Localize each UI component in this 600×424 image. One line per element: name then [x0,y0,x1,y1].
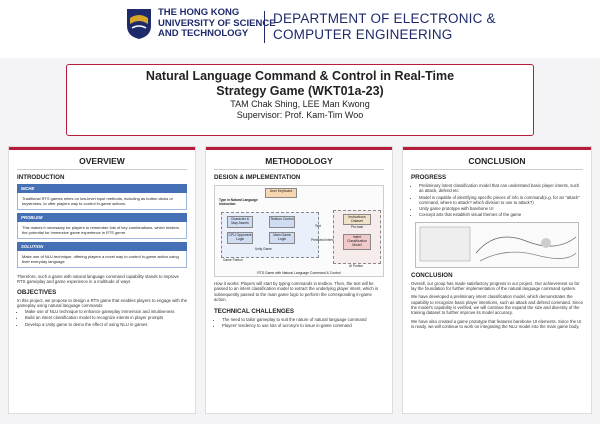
department-name [264,11,496,43]
ai-portion-label: AI Portion [349,264,363,268]
design-heading: DESIGN & IMPLEMENTATION [214,174,301,181]
how-it-works: How it works: Players will start by typing commands in textbox. Then, the text will be passed to an intent classification model to extract the underlying player intent, which is subsequently passed to the main game logic to perform the corresponding in-game action. [214,281,379,302]
title-line-1: Natural Language Command & Control in Real-Time [145,69,455,83]
cpu-logic-box: CPU Opponent Logic [227,232,253,244]
university-logo [126,8,276,40]
conclusion-subheading: CONCLUSION [411,271,453,279]
column-accent-bar [206,147,392,150]
list-item: • The need to tailor gameplay to suit the nature of natural language command [222,317,384,322]
list-item: • Players' tendency to use lots of acronym to issue in-game command [222,323,384,328]
main-logic-box: Main Game Logic [269,232,295,244]
text-arrow-label: Text [315,224,321,228]
supervisor: Supervisor: Prof. Kam-Tim Woo [236,110,364,120]
challenges-list [222,317,384,329]
overview-heading: OVERVIEW [17,156,187,170]
intent-model-box: Intent Classification Model [343,234,371,250]
department-line-2: COMPUTER ENGINEERING [273,27,453,42]
diagram-caption: RTS Game with Natural Language Command & Control [257,271,341,275]
list-item: • Develop a Unity game to demo the effect of using NLU in games [25,322,187,327]
solution-text: Make use of NLU technique, offering players a novel way to control in-game action using their everyday language [17,251,187,268]
title-box [66,64,534,136]
type-in-label: Type in Natural Language Instruction [219,198,258,206]
unity-label: Unity Game [255,247,272,251]
niche-text: Traditional RTS games relies on low-level input methods, including as button clicks or keystrokes, to offer players way to control in-game actions. [17,193,187,210]
architecture-diagram [214,185,384,277]
concept-art-image [415,222,579,268]
problem-label: PROBLEM [17,213,187,222]
conclusion-paragraph-3: We have also created a game prototype that features barebone UI elements. Since the UI is ready, we will continue to work on integrating the NLU model into the main game body. [411,318,582,329]
university-line-3: AND TECHNOLOGY [158,28,249,40]
conclusion-heading: CONCLUSION [411,156,583,170]
objectives-list [25,309,187,327]
predicted-arrow-label: Predicted Intent [311,238,334,242]
overview-paragraph: Therefore, such a game with natural language command capability stands to improve RTS gameplay and game experience in a multitude of ways [17,274,179,285]
pretrain-label: Pre-train [351,225,364,229]
problem-text: This makes it necessary for players to remember lots of key combinations, which hinders the potential for immersive game experience in RTS genre [17,222,187,239]
conclusion-column [402,146,592,414]
title-line-2: Strategy Game (WKT01a-23) [216,84,384,98]
list-item: • Make use of NLU technique to enhance gameplay immersion and intuitiveness [25,309,187,314]
list-item: • Unity game prototype with barebone UI [419,206,583,211]
tech-challenges-heading: TECHNICAL CHALLENGES [214,308,294,316]
authors: TAM Chak Shing, LEE Man Kwong [230,99,370,109]
overview-column [8,146,196,414]
university-line-2: UNIVERSITY OF SCIENCE [158,17,276,29]
dataset-box: Instructions Dataset [343,214,371,225]
niche-label: NICHE [17,184,187,193]
textbox-box: Textbox Control [269,216,295,228]
methodology-column [205,146,393,414]
methodology-heading: METHODOLOGY [214,156,384,170]
university-line-1: THE HONG KONG [158,7,240,19]
conclusion-paragraph-2: We have developed a preliminary intent classification model, which demonstrates the capability to recognize basic player intentions, such as attack and defend command. Since the model's capability is verified, we will continue the expand the size and diversity of the training dataset to further improve its model accuracy. [411,294,583,316]
list-item: • Build an intent classification model to recognize intents in player prompts [25,315,187,320]
poster-header [0,0,600,58]
list-item: • Model is capable of identifying specific pieces of info in command(e.g. for an "attack" command, where to attack? which division to use to attack?) [419,195,583,206]
list-item: • Concept arts that establish visual themes of the game [419,212,583,217]
game-portion-label: Game Portion [223,258,243,262]
concept-art-sketch [416,223,580,267]
conclusion-paragraph-1: Overall, our group has made satisfactory progress in our project. Our achievement so far lay the foundation for further implementation of the natural language command system. [411,280,580,292]
progress-list [419,183,583,218]
progress-heading: PROGRESS [411,174,447,181]
column-accent-bar [9,147,195,150]
introduction-heading: INTRODUCTION [17,174,65,181]
column-accent-bar [403,147,591,150]
user-keyboard-box: User Keyboard [265,188,297,198]
objectives-heading: OBJECTIVES [17,288,57,296]
crest-icon [126,8,152,40]
department-line-1: DEPARTMENT OF ELECTRONIC & [273,11,496,26]
character-map-box: Character & Map Assets [227,216,253,228]
list-item: • Preliminary intent classification model that can understand basic player intents, such as attack, defend etc [419,183,583,194]
solution-label: SOLUTION [17,242,187,251]
objectives-paragraph: In this project, we propose to design a RTS game that enables players to engage with the gameplay using natural language commands [17,297,187,308]
